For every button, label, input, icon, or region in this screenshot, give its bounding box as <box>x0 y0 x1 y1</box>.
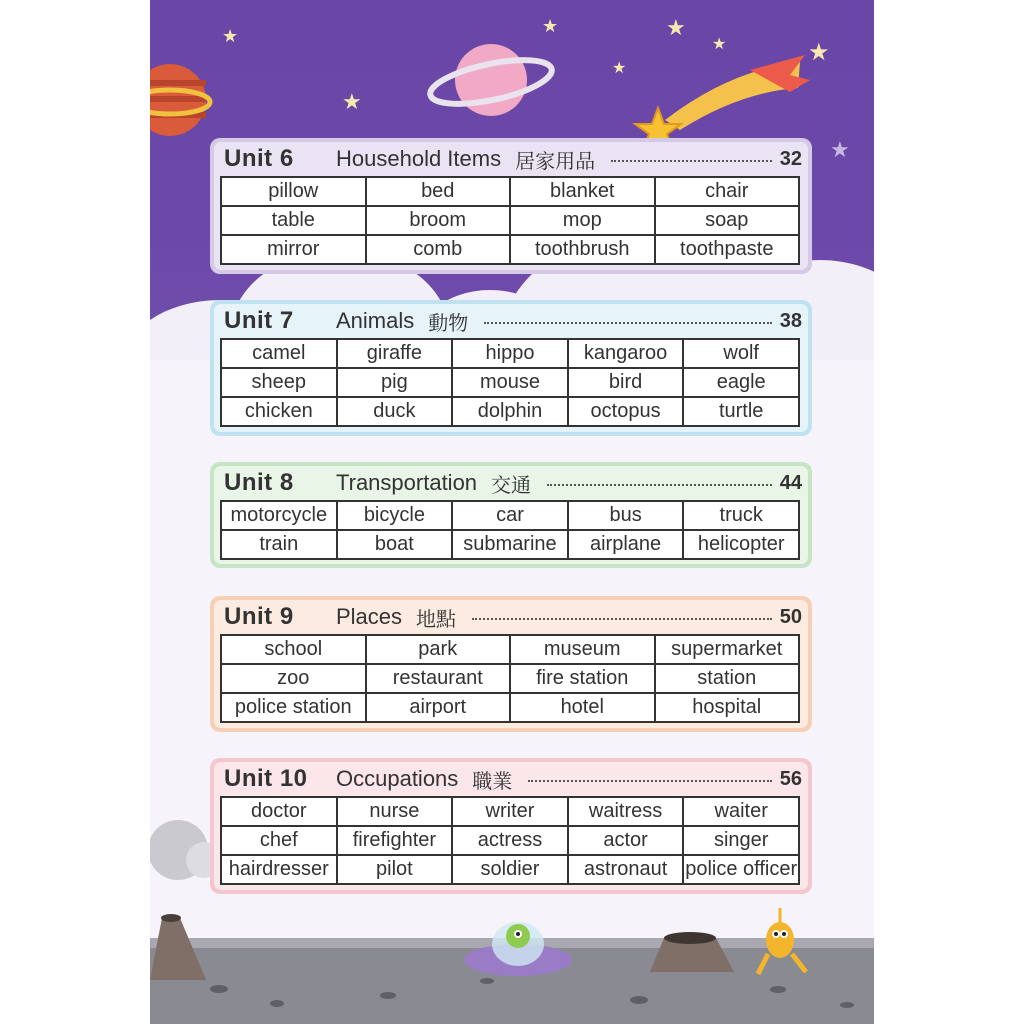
unit-title: Transportation <box>336 470 478 495</box>
word-cell: truck <box>683 501 799 530</box>
star-icon: ★ <box>612 58 627 77</box>
word-cell: waitress <box>568 797 684 826</box>
word-cell: toothpaste <box>655 235 800 264</box>
word-cell: bird <box>568 368 684 397</box>
vocabulary-table <box>220 634 800 723</box>
word-cell: fire station <box>510 664 655 693</box>
word-cell: mouse <box>452 368 568 397</box>
unit-title: Household Items <box>336 146 502 171</box>
word-cell: pillow <box>221 177 366 206</box>
orange-planet-icon <box>150 64 210 136</box>
star-icon: ★ <box>808 38 830 66</box>
unit-label: Unit 7 <box>224 307 294 334</box>
unit-9-box <box>210 596 812 732</box>
unit-chinese-title: 交通 <box>491 472 532 497</box>
star-icon: ★ <box>830 138 850 163</box>
star-icon: ★ <box>712 34 727 53</box>
unit-chinese-title: 地點 <box>416 606 457 631</box>
dot-leader <box>528 780 771 782</box>
table-row <box>221 635 799 664</box>
word-cell: wolf <box>683 339 799 368</box>
word-cell: toothbrush <box>510 235 655 264</box>
table-row <box>221 664 799 693</box>
dot-leader <box>547 484 772 486</box>
word-cell: airplane <box>568 530 684 559</box>
dot-leader <box>611 160 772 162</box>
ground-decorations <box>150 904 874 1024</box>
unit-page-number: 38 <box>779 309 802 332</box>
word-cell: bed <box>366 177 511 206</box>
word-cell: actor <box>568 826 684 855</box>
word-cell: bicycle <box>337 501 453 530</box>
word-cell: mop <box>510 206 655 235</box>
unit-chinese-title: 職業 <box>472 768 513 793</box>
table-row <box>221 855 799 884</box>
word-cell: astronaut <box>568 855 684 884</box>
word-cell: soap <box>655 206 800 235</box>
star-icon: ★ <box>222 26 239 47</box>
word-cell: firefighter <box>337 826 453 855</box>
word-cell: kangaroo <box>568 339 684 368</box>
word-cell: chair <box>655 177 800 206</box>
unit-header <box>224 762 802 796</box>
unit-page-number: 44 <box>779 471 802 494</box>
dot-leader <box>484 322 772 324</box>
unit-6-box <box>210 138 812 274</box>
unit-header <box>224 600 802 634</box>
word-cell: pilot <box>337 855 453 884</box>
word-cell: table <box>221 206 366 235</box>
word-cell: camel <box>221 339 337 368</box>
word-cell: nurse <box>337 797 453 826</box>
unit-chinese-title: 居家用品 <box>515 148 596 173</box>
word-cell: eagle <box>683 368 799 397</box>
unit-title: Places <box>336 604 403 629</box>
word-cell: submarine <box>452 530 568 559</box>
table-row <box>221 797 799 826</box>
unit-8-box <box>210 462 812 568</box>
word-cell: school <box>221 635 366 664</box>
table-row <box>221 368 799 397</box>
word-cell: singer <box>683 826 799 855</box>
word-cell: pig <box>337 368 453 397</box>
word-cell: soldier <box>452 855 568 884</box>
dot-leader <box>472 618 772 620</box>
word-cell: giraffe <box>337 339 453 368</box>
table-row <box>221 530 799 559</box>
alien-ufo-icon <box>464 922 572 976</box>
vocabulary-table <box>220 500 800 560</box>
table-row <box>221 206 799 235</box>
word-cell: motorcycle <box>221 501 337 530</box>
star-icon: ★ <box>342 90 362 115</box>
word-cell: waiter <box>683 797 799 826</box>
unit-title: Animals <box>336 308 415 333</box>
word-cell: chef <box>221 826 337 855</box>
unit-page-number: 32 <box>779 147 802 170</box>
word-cell: museum <box>510 635 655 664</box>
unit-label: Unit 10 <box>224 765 308 792</box>
unit-page-number: 50 <box>779 605 802 628</box>
word-cell: police station <box>221 693 366 722</box>
table-row <box>221 235 799 264</box>
word-cell: park <box>366 635 511 664</box>
unit-10-box <box>210 758 812 894</box>
volcano-icon <box>150 914 206 980</box>
word-cell: boat <box>337 530 453 559</box>
unit-header <box>224 466 802 500</box>
word-cell: chicken <box>221 397 337 426</box>
table-row <box>221 693 799 722</box>
word-cell: mirror <box>221 235 366 264</box>
word-cell: octopus <box>568 397 684 426</box>
word-cell: supermarket <box>655 635 800 664</box>
pink-planet-icon <box>427 44 556 116</box>
unit-page-number: 56 <box>779 767 802 790</box>
word-cell: doctor <box>221 797 337 826</box>
yellow-alien-icon <box>758 908 806 974</box>
table-row <box>221 177 799 206</box>
table-row <box>221 826 799 855</box>
book-page <box>150 0 874 1024</box>
word-cell: sheep <box>221 368 337 397</box>
unit-header <box>224 304 802 338</box>
star-icon: ★ <box>666 16 686 41</box>
volcano-icon <box>650 932 734 972</box>
word-cell: actress <box>452 826 568 855</box>
unit-chinese-title: 動物 <box>428 310 469 335</box>
word-cell: car <box>452 501 568 530</box>
word-cell: station <box>655 664 800 693</box>
word-cell: hospital <box>655 693 800 722</box>
word-cell: comb <box>366 235 511 264</box>
table-row <box>221 339 799 368</box>
star-icon: ★ <box>542 16 559 37</box>
word-cell: blanket <box>510 177 655 206</box>
word-cell: zoo <box>221 664 366 693</box>
word-cell: helicopter <box>683 530 799 559</box>
unit-label: Unit 8 <box>224 469 294 496</box>
unit-header <box>224 142 802 176</box>
word-cell: restaurant <box>366 664 511 693</box>
word-cell: dolphin <box>452 397 568 426</box>
word-cell: writer <box>452 797 568 826</box>
word-cell: police officer <box>683 855 799 884</box>
table-row <box>221 397 799 426</box>
vocabulary-table <box>220 338 800 427</box>
unit-label: Unit 6 <box>224 145 294 172</box>
word-cell: hotel <box>510 693 655 722</box>
word-cell: turtle <box>683 397 799 426</box>
word-cell: airport <box>366 693 511 722</box>
word-cell: bus <box>568 501 684 530</box>
vocabulary-table <box>220 176 800 265</box>
unit-label: Unit 9 <box>224 603 294 630</box>
unit-title: Occupations <box>336 766 459 791</box>
word-cell: train <box>221 530 337 559</box>
shooting-star-icon <box>635 55 810 150</box>
word-cell: broom <box>366 206 511 235</box>
word-cell: hippo <box>452 339 568 368</box>
word-cell: duck <box>337 397 453 426</box>
unit-7-box <box>210 300 812 436</box>
word-cell: hairdresser <box>221 855 337 884</box>
vocabulary-table <box>220 796 800 885</box>
table-row <box>221 501 799 530</box>
